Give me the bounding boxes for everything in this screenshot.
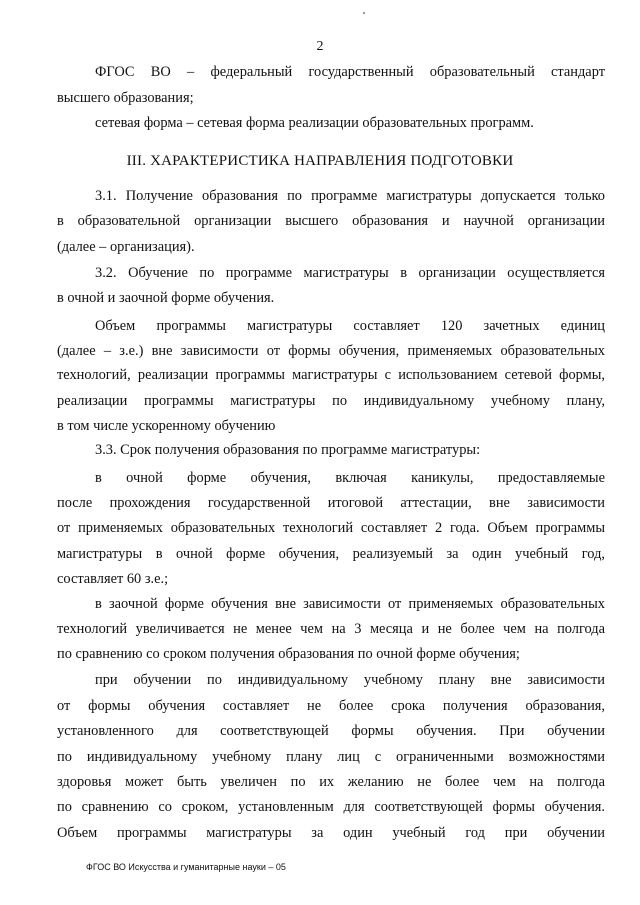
text-line: технологий, реализации программы магистратуры с использованием сетевой формы, (57, 367, 605, 383)
text-line: (далее – з.е.) вне зависимости от формы обучения, применяемых образовательных (57, 343, 605, 359)
text-line: Объем программы магистратуры составляет 120 зачетных единиц (95, 318, 605, 334)
text-line: Объем программы магистратуры за один учебный год при обучении (57, 825, 605, 841)
text-line: технологий увеличивается не менее чем на 3 месяца и не более чем на полгода (57, 621, 605, 637)
text-line: установленного для соответствующей формы обучения. При обучении (57, 723, 605, 739)
text-line: от применяемых образовательных технологий составляет 2 года. Объем программы (57, 520, 605, 536)
text-line: здоровья может быть увеличен по их желанию не более чем на полгода (57, 774, 605, 790)
text-line: в том числе ускоренному обучению (57, 418, 276, 434)
text-line: в очной и заочной форме обучения. (57, 290, 275, 306)
text-line: 3.2. Обучение по программе магистратуры в организации осуществляется (95, 265, 605, 281)
text-line: реализации программы магистратуры по индивидуальному учебному плану, (57, 393, 605, 409)
text-line: (далее – организация). (57, 239, 195, 255)
section-heading: III. ХАРАКТЕРИСТИКА НАПРАВЛЕНИЯ ПОДГОТОВКИ (126, 153, 514, 169)
text-line: в очной форме обучения, включая каникулы, предоставляемые (95, 470, 605, 486)
scan-mark (363, 12, 365, 14)
page-number: 2 (316, 39, 324, 54)
footer-note: ФГОС ВО Искусства и гуманитарные науки – 05 (86, 862, 286, 872)
text-line: по индивидуальному учебному плану лиц с ограниченными возможностями (57, 749, 605, 765)
text-line: ФГОС ВО – федеральный государственный образовательный стандарт (95, 64, 605, 80)
text-line: магистратуры в очной форме обучения, реализуемый за один учебный год, (57, 546, 605, 562)
text-line: по сравнению со сроком получения образования по очной форме обучения; (57, 646, 520, 662)
text-line: сетевая форма – сетевая форма реализации образовательных программ. (95, 115, 534, 131)
text-line: в образовательной организации высшего образования и научной организации (57, 213, 605, 229)
text-line: от формы обучения составляет не более срока получения образования, (57, 698, 605, 714)
text-line: после прохождения государственной итоговой аттестации, вне зависимости (57, 495, 605, 511)
text-line: при обучении по индивидуальному учебному плану вне зависимости (95, 672, 605, 688)
text-line: 3.3. Срок получения образования по программе магистратуры: (95, 442, 481, 458)
text-line: по сравнению со сроком, установленным для соответствующей формы обучения. (57, 799, 605, 815)
text-line: в заочной форме обучения вне зависимости от применяемых образовательных (95, 596, 605, 612)
text-line: составляет 60 з.е.; (57, 571, 169, 587)
text-line: 3.1. Получение образования по программе магистратуры допускается только (95, 188, 605, 204)
text-line: высшего образования; (57, 90, 194, 106)
